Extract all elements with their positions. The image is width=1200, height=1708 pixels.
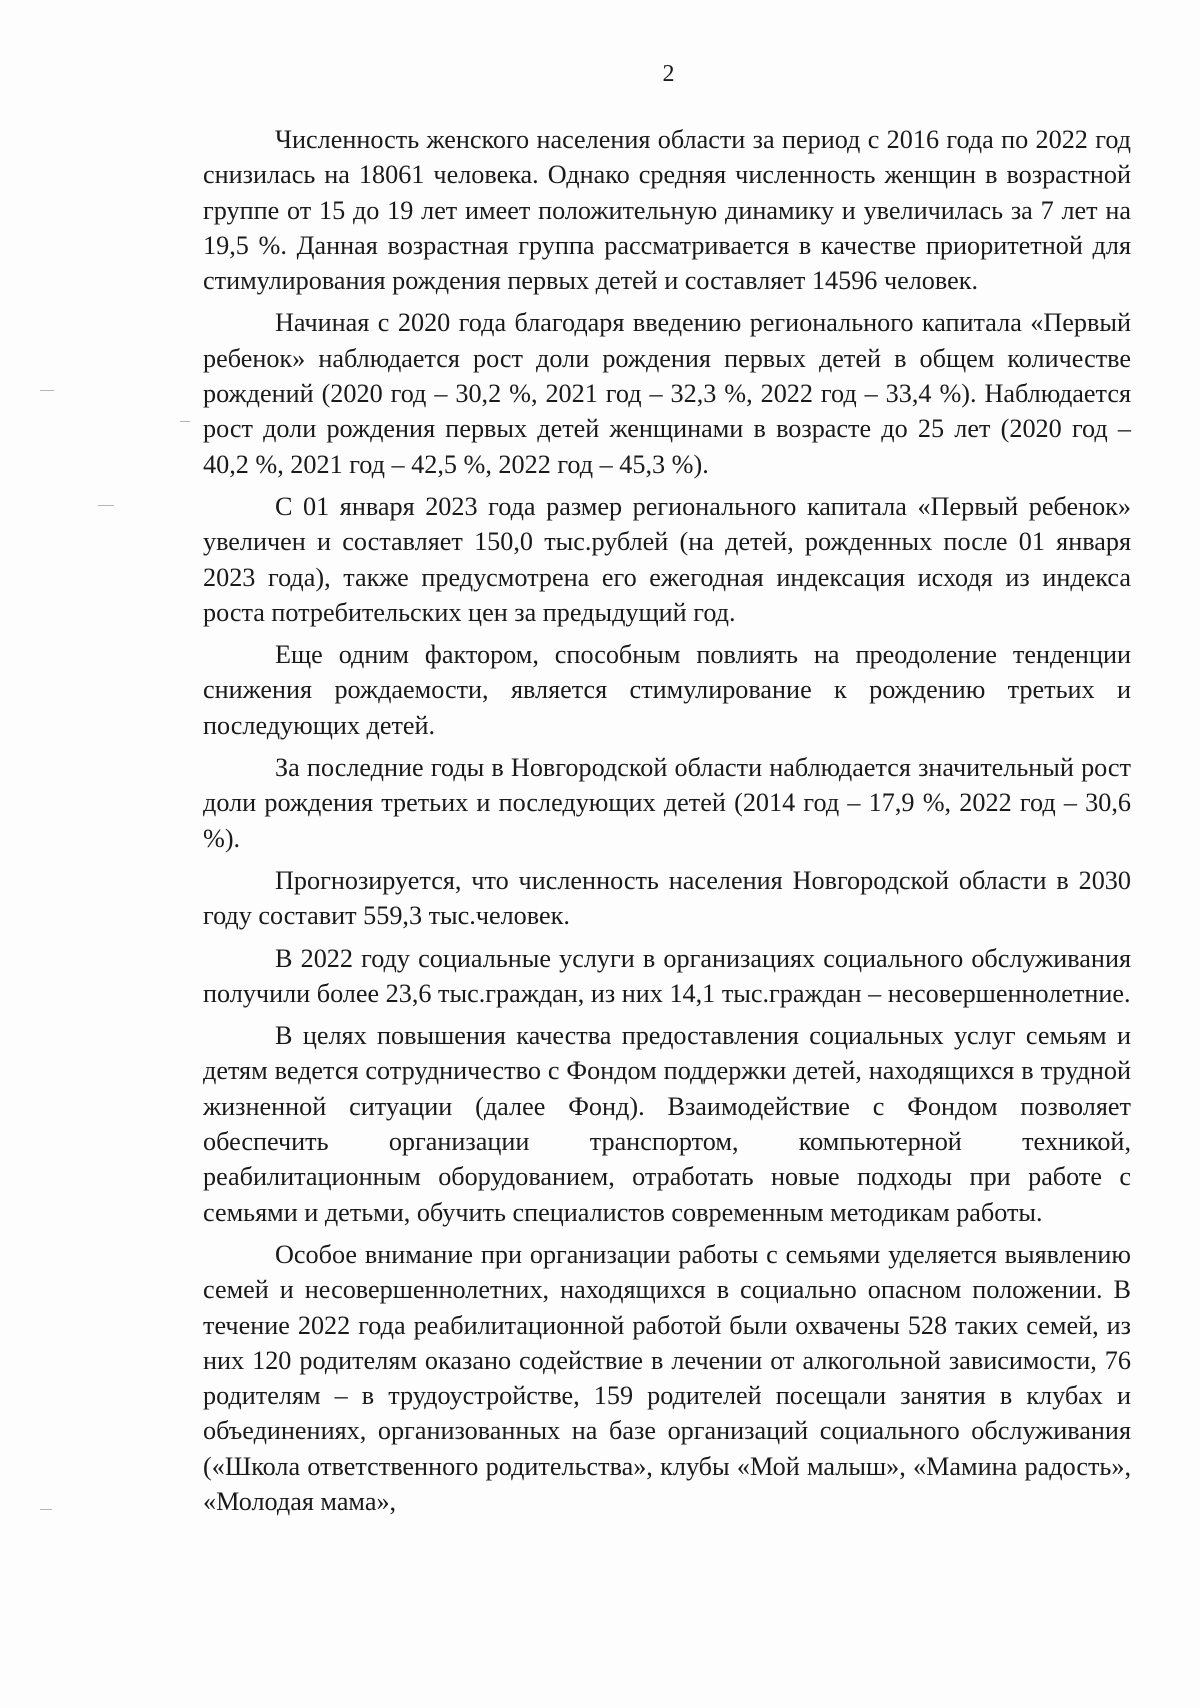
scan-artifact-mark (180, 421, 190, 422)
paragraph: Еще одним фактором, способным повлиять на преодоление тенденции снижения рождаемости, является стимулирование к рождению третьих и последующих детей. (203, 640, 1131, 740)
paragraph: За последние годы в Новгородской области наблюдается значительный рост доли рождения третьих и последующих детей (2014 год – 17,9 %, 2022 год – 30,6 %). (203, 753, 1131, 853)
scan-artifact-mark (40, 1509, 52, 1510)
paragraph: Начиная с 2020 года благодаря введению регионального капитала «Первый ребенок» наблюдается рост доли рождения первых детей в общем количестве рождений (2020 год – 30,2 %, 2021 год – 32,3 %, 2022 год – 33,4 %). Наблюдается рост доли рождения первых детей женщинами в возрасте до 25 лет (2020 год – 40,2 %, 2021 год – 42,5 %, 2022 год – 45,3 %). (203, 308, 1131, 479)
paragraph: Численность женского населения области за период с 2016 года по 2022 год снизилась на 18061 человека. Однако средняя численность женщин в возрастной группе от 15 до 19 лет имеет положительную динамику и увеличилась за 7 лет на 19,5 %. Данная возрастная группа рассматривается в качестве приоритетной для стимулирования рождения первых детей и составляет 14596 человек. (203, 125, 1131, 296)
document-body (203, 122, 1131, 1519)
page-number: 2 (662, 61, 675, 87)
scan-artifact-mark (98, 505, 114, 506)
paragraph: С 01 января 2023 года размер регионального капитала «Первый ребенок» увеличен и составляет 150,0 тыс.рублей (на детей, рожденных после 01 января 2023 года), также предусмотрена его ежегодная индексация исходя из индекса роста потребительских цен за предыдущий год. (203, 491, 1131, 627)
scan-artifact-mark (40, 390, 54, 391)
paragraph: В 2022 году социальные услуги в организациях социального обслуживания получили более 23,6 тыс.граждан, из них 14,1 тыс.граждан – несовершеннолетние. (203, 943, 1131, 1008)
paragraph: Прогнозируется, что численность населения Новгородской области в 2030 году составит 559,3 тыс.человек. (203, 865, 1131, 931)
paragraph: Особое внимание при организации работы с семьями уделяется выявлению семей и несовершеннолетних, находящихся в социально опасном положении. В течение 2022 года реабилитационной работой были охвачены 528 таких семей, из них 120 родителям оказано содействие в лечении от алкогольной зависимости, 76 родителям – в трудоустройстве, 159 родителей посещали занятия в клубах и объединениях, организованных на базе организаций социального обслуживания («Школа ответственного родительства», клубы «Мой малыш», «Мамина радость», «Молодая мама», (203, 1239, 1131, 1516)
paragraph: В целях повышения качества предоставления социальных услуг семьям и детям ведется сотрудничество с Фондом поддержки детей, находящихся в трудной жизненной ситуации (далее Фонд). Взаимодействие с Фондом позволяет обеспечить организации транспортом, компьютерной техникой, реабилитационным оборудованием, отработать новые подходы при работе с семьями и детьми, обучить специалистов современным методикам работы. (203, 1021, 1131, 1227)
